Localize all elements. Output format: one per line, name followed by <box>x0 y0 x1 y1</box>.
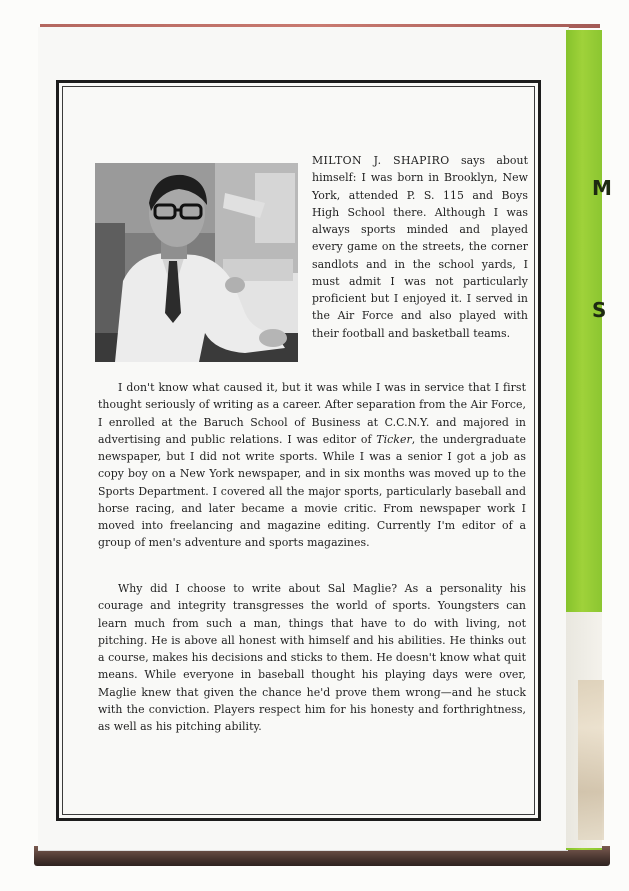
author-photo-illustration <box>95 163 298 362</box>
career-text-part1: I don't know what caused it, but it was while I was in service that I first thought seriously of writing as a career. After separation from the Air Force, I enrolled at the Baruch School of Business at C.C.N.Y. and majored in advertising and public relations. I was editor of <box>98 381 526 446</box>
newspaper-title: Ticker <box>376 432 412 446</box>
author-intro-text: says about himself: I was born in Brooklyn, New York, attended P. S. 115 and Boys High School there. Although I was always sports minded and played every game on the streets, the corner sandlots and in the school yards, I must admit I was not particularly proficient but I enjoyed it. I served in the Air Force and also played with their football and basketball teams. <box>312 154 529 340</box>
spine-letter-top: M <box>592 176 612 200</box>
bio-paragraph-maglie: Why did I choose to write about Sal Maglie? As a personality his courage and integrity transgresses the world of sports. Youngsters can learn much from such a man, things that have to do with living, not pitching. He is above all honest with himself and his abilities. He thinks out a course, makes his decisions and sticks to them. He doesn't know what quit means. While everyone in baseball thought his playing days were over, Maglie knew that given the chance he'd prove them wrong—and he stuck with the conviction. Players respect him for his honesty and forthrightness, as well as his pitching ability. <box>98 582 526 733</box>
author-photo <box>95 163 298 362</box>
spine-letter-bottom: S <box>592 298 607 322</box>
bio-paragraph-career <box>98 379 526 552</box>
career-text-part2: , the undergraduate newspaper, but I did not write sports. While I was a senior I got a job as copy boy on a New York newspaper, and in six months was moved up to the Sports Department. I covered all the major sports, particularly baseball and horse racing, and later became a movie critic. From newspaper work I moved into freelancing and magazine editing. Currently I'm editor of a group of men's adventure and sports magazines. <box>98 432 526 550</box>
worn-tape-patch <box>578 680 604 840</box>
author-name: MILTON J. SHAPIRO <box>312 154 450 167</box>
author-intro <box>312 152 528 342</box>
